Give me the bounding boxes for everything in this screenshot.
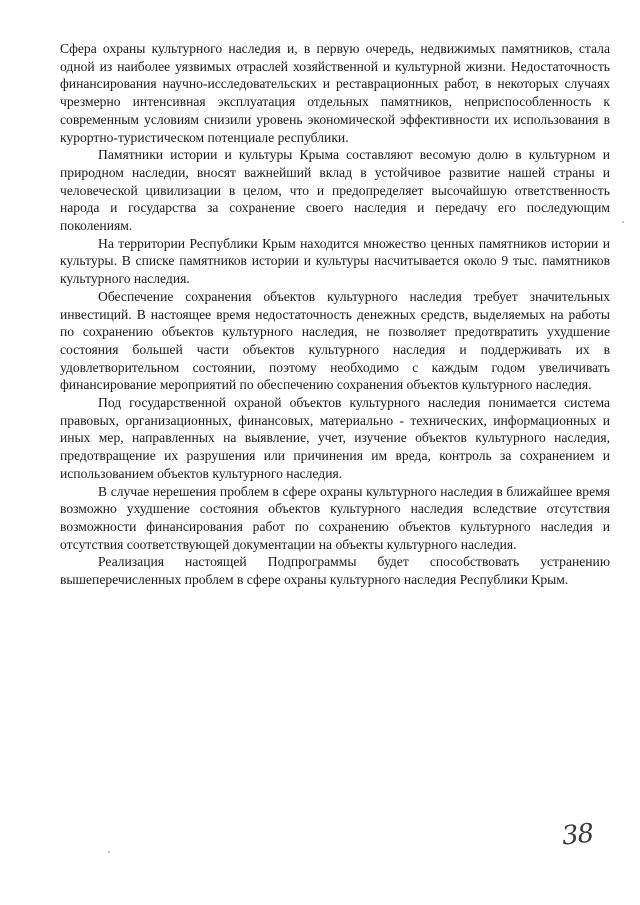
paragraph-2: Памятники истории и культуры Крыма составляют весомую долю в культурном и природном наследии, вносят важнейший вклад в устойчивое развитие нашей страны и человеческой цивилизации в целом, что и предопределяет высочайшую ответственность народа и государства за сохранение своего наследия и передачу его последующим поколениям. <box>60 147 610 234</box>
paragraph-6: В случае нерешения проблем в сфере охраны культурного наследия в ближайшее время возможно ухудшение состояния объектов культурного наследия вследствие отсутствия возможности финансирования работ по сохранению объектов культурного наследия и отсутствия соответствующей документации на объекты культурного наследия. <box>60 483 610 552</box>
paragraph-7: Реализация настоящей Подпрограммы будет способствовать устранению вышеперечисленных проблем в сфере охраны культурного наследия Республики Крым. <box>60 554 610 588</box>
scan-speck <box>108 851 110 853</box>
handwritten-page-number: 38 <box>560 818 595 852</box>
paragraph-4: Обеспечение сохранения объектов культурного наследия требует значительных инвестиций. В настоящее время недостаточность денежных средств, выделяемых на работы по сохранению объектов культурного наследия, не позволяет предотвратить ухудшение состояния большей части объектов культурного наследия и поддерживать их в удовлетворительном состоянии, поэтому необходимо с каждым годом увеличивать финансирование мероприятий по обеспечению сохранения объектов культурного наследия. <box>60 288 610 393</box>
paragraph-3: На территории Республики Крым находится множество ценных памятников истории и культуры. В списке памятников истории и культуры насчитывается около 9 тыс. памятников культурного наследия. <box>60 235 610 287</box>
scan-speck <box>622 221 624 223</box>
paragraph-1: Сфера охраны культурного наследия и, в первую очередь, недвижимых памятников, стала одной из наиболее уязвимых отраслей хозяйственной и культурной жизни. Недостаточность финансирования научно-исследовательских и реставрационных работ, в некоторых случаях чрезмерно интенсивная эксплуатация отдельных памятников, неприспособленность к современным условиям снизили уровень экономической эффективности их использования в курортно-туристическом потенциале республики. <box>60 41 610 145</box>
paragraph-5: Под государственной охраной объектов культурного наследия понимается система правовых, организационных, финансовых, материально - технических, информационных и иных мер, направленных на выявление, учет, изучение объектов культурного наследия, предотвращение их разрушения или причинения им вреда, контроль за сохранением и использованием объектов культурного наследия. <box>60 395 610 481</box>
document-body <box>60 40 610 589</box>
